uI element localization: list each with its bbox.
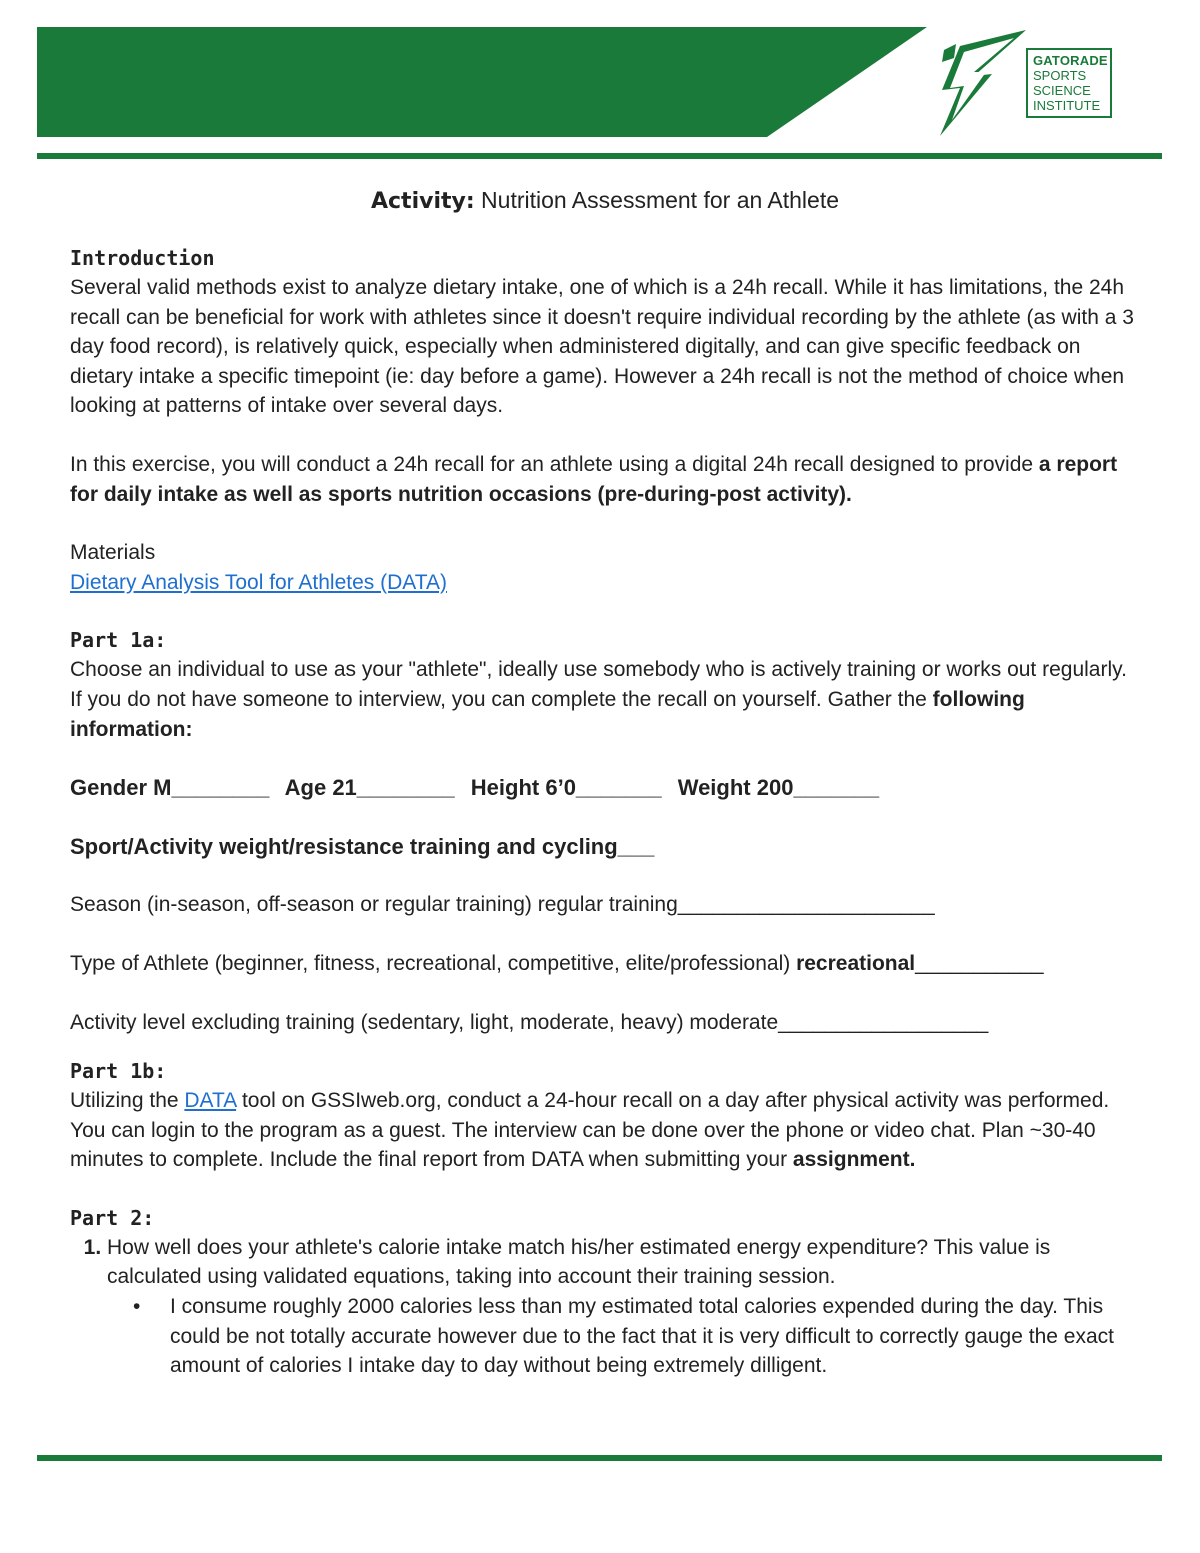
bottom-divider (37, 1455, 1162, 1461)
answer-list (70, 1292, 1140, 1381)
athlete-type-line: ___________ (915, 951, 1044, 975)
spacer (70, 421, 1140, 450)
season-field: Season (in-season, off-season or regular training) regular training______________________ (70, 893, 935, 917)
spacer (70, 597, 1140, 626)
logo-line-3: SCIENCE (1033, 83, 1091, 98)
age-field: Age 21________ (284, 775, 455, 801)
spacer (70, 1037, 1140, 1057)
athlete-type-field (70, 949, 1140, 979)
athlete-type-label: Type of Athlete (beginner, fitness, recreational, competitive, elite/professional) (70, 951, 797, 975)
logo-line-1: GATORADE (1033, 53, 1108, 68)
part-2-heading: Part 2: (70, 1205, 155, 1230)
activity-level-field: Activity level excluding training (sedentary, light, moderate, heavy) moderate__________________ (70, 1010, 989, 1034)
part-1a-bold: following information: (70, 687, 1025, 741)
intro-heading: Introduction (70, 246, 215, 270)
part-1a-text (70, 655, 1140, 744)
title-label: Activity: (370, 189, 475, 214)
gender-field: Gender M________ (70, 775, 270, 801)
question-1-text: How well does your athlete's calorie intake match his/her estimated energy expenditure? This value is calculated using validated equations, taking into account their training session. (107, 1235, 1051, 1289)
weight-field: Weight 200_______ (677, 775, 880, 801)
intro-paragraph-1: Several valid methods exist to analyze dietary intake, one of which is a 24h recall. While it has limitations, the 24h recall can be beneficial for work with athletes since it doesn't require individual recording by the athlete (as with a 3 day food record), is relatively quick, especially when administered digitally, and can give specific feedback on dietary intake a specific timepoint (ie: day before a game). However a 24h recall is not the method of choice when looking at patterns of intake over several days. (70, 276, 1134, 418)
spacer (70, 1175, 1140, 1204)
athlete-stats-row (70, 773, 1140, 803)
part-1b-heading: Part 1b: (70, 1059, 167, 1084)
part-1b-bold: assignment. (792, 1148, 916, 1172)
title-text: Nutrition Assessment for an Athlete (481, 187, 840, 213)
spacer (70, 920, 1140, 949)
gssi-logo (1026, 48, 1112, 118)
spacer (70, 803, 1140, 832)
data-inline-link[interactable]: DATA (184, 1089, 237, 1113)
answer-1-text: I consume roughly 2000 calories less than my estimated total calories expended during the day. This could be not totally accurate however due to the fact that it is very difficult to correctly gauge the exact amount of calories I intake day to day without being extremely dilligent. (170, 1295, 1114, 1378)
spacer (70, 744, 1140, 773)
document-body (70, 184, 1140, 1381)
intro-paragraph-2 (70, 450, 1140, 509)
question-list (70, 1233, 1140, 1292)
part-1a-heading: Part 1a: (70, 628, 167, 653)
question-1 (107, 1233, 1140, 1292)
athlete-type-value: recreational (796, 951, 916, 975)
logo-line-2: SPORTS (1033, 68, 1087, 83)
bullet-icon: • (133, 1295, 141, 1319)
part-1a-instructions: Choose an individual to use as your "athlete", ideally use somebody who is actively training or works out regularly. If you do not have someone to interview, you can complete the recall on yourself. Gather the (70, 658, 1127, 711)
spacer (70, 861, 1140, 890)
part-1b-text (70, 1086, 1140, 1175)
height-field: Height 6’0_______ (470, 775, 662, 801)
materials-heading: Materials (70, 541, 156, 565)
top-divider (37, 153, 1162, 159)
intro-p2-text: In this exercise, you will conduct a 24h recall for an athlete using a digital 24h recall designed to provide (70, 452, 1039, 476)
sport-field: Sport/Activity weight/resistance training and cycling___ (70, 833, 655, 859)
part-1b-text-b: tool on GSSIweb.org, conduct a 24-hour recall on a day after physical activity was performed. You can login to the program as a guest. The interview can be done over the phone or video chat. Plan ~30-40 minutes to complete. Include the final report from DATA when submitting your (70, 1089, 1110, 1172)
bolt-logo-icon (934, 30, 1026, 136)
logo-line-4: INSTITUTE (1033, 98, 1101, 113)
part-1b-text-a: Utilizing the (70, 1089, 185, 1113)
spacer (70, 509, 1140, 538)
page-title (70, 184, 1140, 218)
answer-1 (133, 1292, 1140, 1381)
data-tool-link[interactable]: Dietary Analysis Tool for Athletes (DATA) (70, 570, 447, 594)
spacer (70, 979, 1140, 1008)
intro-p2-bold: a report for daily intake as well as sports nutrition occasions (pre-during-post activity). (70, 452, 1118, 506)
